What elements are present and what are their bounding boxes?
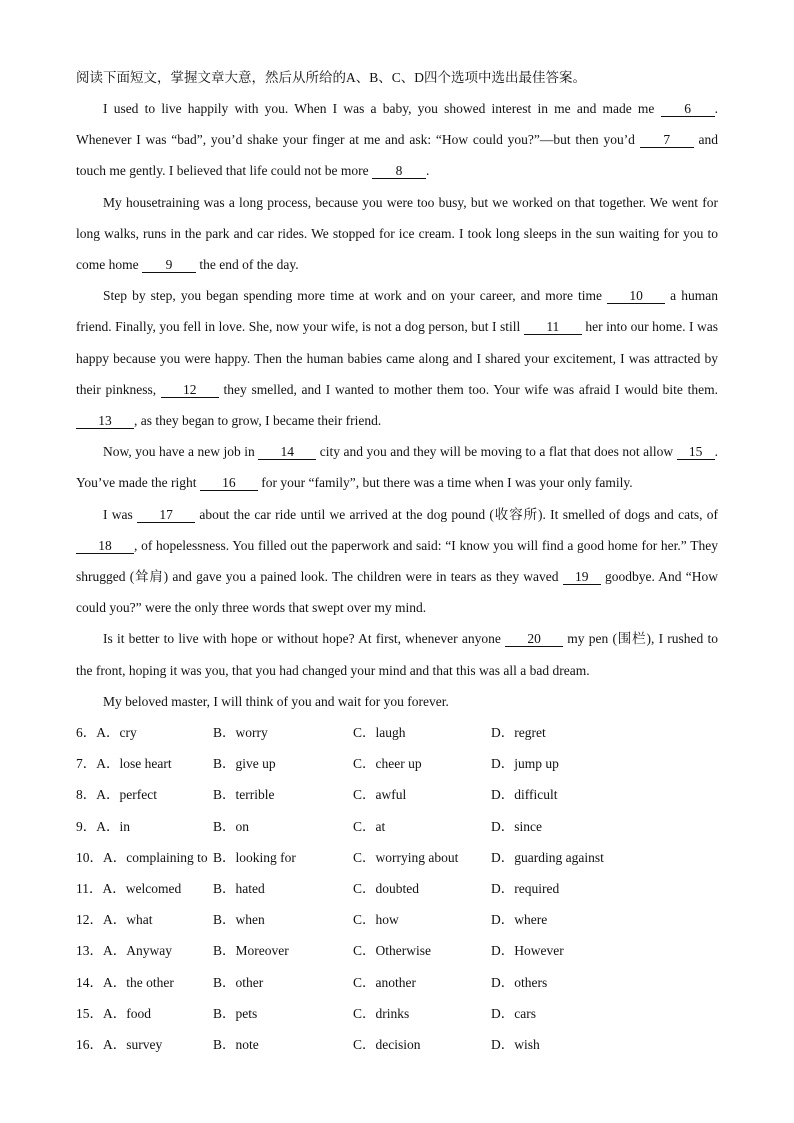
passage-paragraph-5: [76, 499, 718, 624]
option-b: B．worry: [213, 725, 268, 741]
passage-text: goodbye. And “How could you?” were the only three words that swept over my mind.: [76, 569, 718, 616]
option-a: 8．A．perfect: [76, 787, 157, 803]
passage-text: they smelled, and I wanted to mother them too. Your wife was afraid I would bite them.: [218, 381, 718, 397]
option-c: C．laugh: [353, 725, 406, 741]
option-d: D．others: [491, 974, 548, 990]
blank-16: 16: [200, 475, 258, 491]
question-7-options: [76, 748, 718, 779]
question-12-options: [76, 904, 718, 935]
option-b: B．terrible: [213, 787, 275, 803]
option-d: D．However: [491, 943, 564, 959]
passage-paragraph-6: [76, 623, 718, 685]
option-d: D．since: [491, 818, 542, 834]
blank-13: 13: [76, 413, 134, 429]
blank-9: 9: [142, 257, 196, 273]
option-a: 14．A．the other: [76, 974, 174, 990]
option-b: B．note: [213, 1036, 259, 1052]
option-c: C．another: [353, 974, 416, 990]
question-10-options: [76, 842, 718, 873]
option-c: C．decision: [353, 1036, 421, 1052]
option-d: D．jump up: [491, 756, 559, 772]
option-a: 11．A．welcomed: [76, 881, 182, 896]
passage-text: about the car ride until we arrived at the dog pound (收容所). It smelled of dogs and cats, of: [195, 506, 718, 522]
blank-15: 15: [677, 444, 715, 460]
option-b: B．Moreover: [213, 943, 289, 959]
passage-paragraph-4: [76, 436, 718, 498]
option-c: C．doubted: [353, 881, 419, 896]
passage-text: a human friend. Finally, you fell in love. She, now your wife, is not a dog person, but I still: [76, 288, 718, 335]
instruction-text: 阅读下面短文，掌握文章大意，然后从所给的A、B、C、D四个选项中选出最佳答案。: [76, 70, 587, 85]
option-b: B．on: [213, 818, 250, 834]
option-c: C．worrying about: [353, 849, 459, 865]
passage-paragraph-7: [76, 686, 718, 717]
passage-text: her into our home. I was happy because you were happy. Then the human babies came along and I shared your excitement, I was attracted by their pinkness,: [76, 319, 718, 397]
option-d: D．guarding against: [491, 849, 604, 865]
passage-text: my pen (围栏), I rushed to the front, hoping it was you, that you had changed your mind and that this was all a bad dream.: [76, 631, 718, 678]
option-a: 7．A．lose heart: [76, 756, 172, 772]
question-6-options: [76, 717, 718, 748]
option-a: 10．A．complaining to: [76, 849, 208, 865]
option-b: B．other: [213, 974, 264, 990]
passage-paragraph-2: [76, 187, 718, 281]
blank-14: 14: [258, 444, 316, 460]
blank-8: 8: [372, 163, 426, 179]
passage-paragraph-1: [76, 93, 718, 187]
option-b: B．pets: [213, 1005, 258, 1021]
option-d: D．regret: [491, 725, 546, 741]
passage-text: Step by step, you began spending more time at work and on your career, and more time: [103, 288, 608, 304]
passage-text: . Whenever I was “bad”, you’d shake your finger at me and ask: “How could you?”—but then you’d: [76, 101, 718, 148]
passage-text: , of hopelessness. You filled out the paperwork and said: “I know you will find a good home for her.” They shrugged (耸肩) and gave you a pained look. The children were in tears as they waved: [76, 537, 718, 585]
question-13-options: [76, 935, 718, 966]
question-14-options: [76, 967, 718, 998]
option-d: D．difficult: [491, 787, 558, 803]
blank-12: 12: [161, 382, 219, 398]
blank-20: 20: [505, 631, 563, 647]
passage-paragraph-3: [76, 280, 718, 436]
option-a: 9．A．in: [76, 818, 130, 834]
question-8-options: [76, 779, 718, 810]
blank-19: 19: [563, 569, 601, 585]
option-d: D．cars: [491, 1005, 536, 1021]
blank-17: 17: [137, 507, 195, 523]
option-a: 13．A．Anyway: [76, 943, 172, 959]
option-a: 12．A．what: [76, 912, 153, 928]
question-9-options: [76, 811, 718, 842]
passage-text: and touch me gently. I believed that life could not be more: [76, 132, 718, 179]
passage-text: for your “family”, but there was a time when I was your only family.: [257, 475, 633, 491]
blank-7: 7: [640, 132, 694, 148]
option-c: C．Otherwise: [353, 943, 431, 959]
option-c: C．how: [353, 912, 399, 928]
blank-11: 11: [524, 319, 582, 335]
passage-text: My housetraining was a long process, because you were too busy, but we worked on that together. We went for long walks, runs in the park and car rides. We stopped for ice cream. I took long sleeps in the sun waiting for you to come home: [76, 194, 718, 273]
option-d: D．where: [491, 912, 548, 928]
option-a: 6．A．cry: [76, 725, 137, 741]
option-d: D．wish: [491, 1036, 540, 1052]
option-b: B．looking for: [213, 849, 296, 865]
passage-text: .: [426, 163, 430, 179]
passage-text: Now, you have a new job in: [103, 444, 259, 460]
passage-text: , as they began to grow, I became their friend.: [134, 413, 382, 429]
option-b: B．give up: [213, 756, 276, 772]
passage-text: . You’ve made the right: [76, 444, 719, 491]
passage-text: I used to live happily with you. When I was a baby, you showed interest in me and made me: [103, 101, 661, 116]
blank-10: 10: [607, 288, 665, 304]
passage-text: I was: [103, 506, 138, 522]
option-a: 15．A．food: [76, 1005, 151, 1021]
passage-text: city and you and they will be moving to a flat that does not allow: [316, 444, 677, 460]
question-15-options: [76, 998, 718, 1029]
question-11-options: [76, 873, 718, 904]
option-c: C．awful: [353, 787, 407, 803]
option-b: B．when: [213, 912, 265, 928]
blank-18: 18: [76, 538, 134, 554]
option-c: C．drinks: [353, 1005, 410, 1021]
passage-text: Is it better to live with hope or without hope? At first, whenever anyone: [103, 631, 506, 647]
option-c: C．at: [353, 818, 386, 834]
worksheet-page: [76, 62, 718, 1060]
option-a: 16．A．survey: [76, 1036, 163, 1052]
blank-6: 6: [661, 101, 715, 117]
option-b: B．hated: [213, 881, 265, 896]
answer-options: [76, 717, 718, 1060]
question-16-options: [76, 1029, 718, 1060]
passage-text: My beloved master, I will think of you and wait for you forever.: [103, 693, 449, 709]
option-c: C．cheer up: [353, 756, 422, 772]
option-d: D．required: [491, 881, 560, 896]
passage-text: the end of the day.: [195, 257, 299, 273]
